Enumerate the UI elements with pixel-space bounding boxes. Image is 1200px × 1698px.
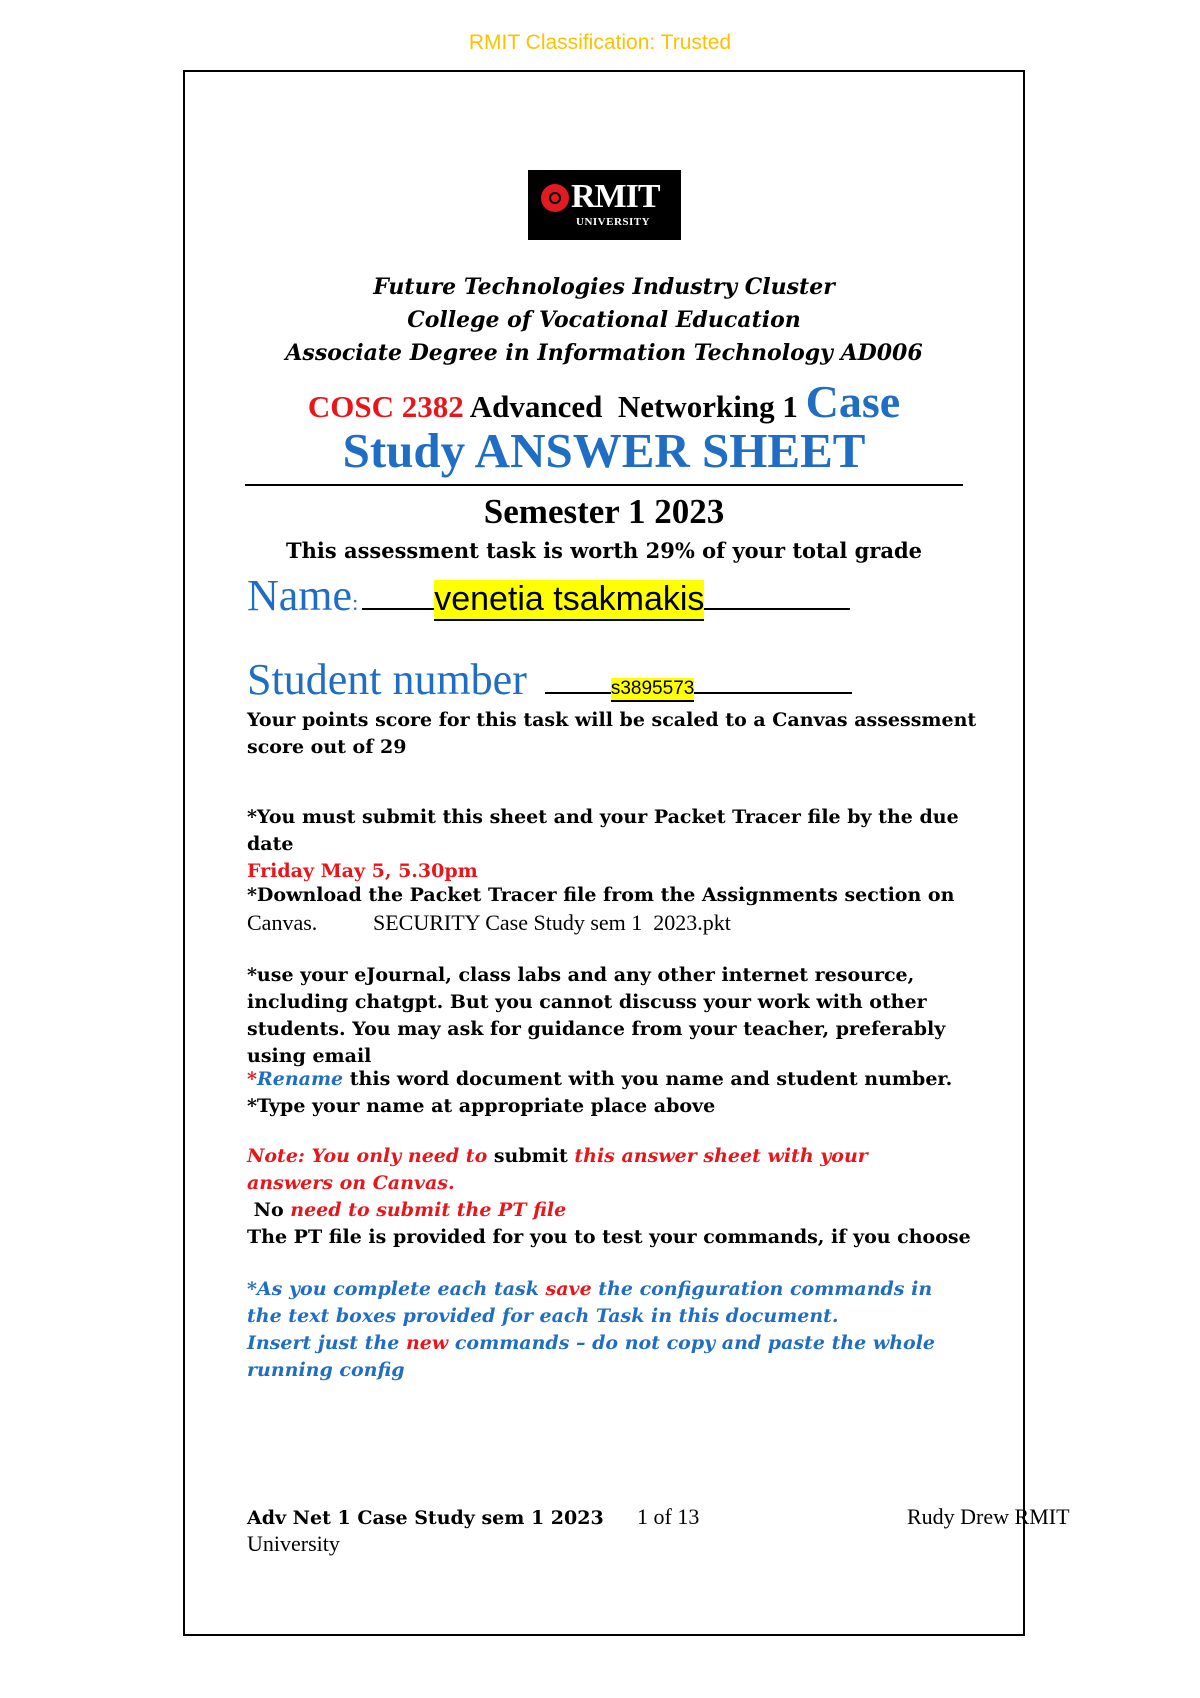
classification-label: RMIT Classification: Trusted <box>468 31 732 54</box>
type-name-instruction: *Type your name at appropriate place above <box>247 1095 716 1117</box>
course-name: Advanced Networking 1 <box>463 389 806 424</box>
insert-part-c: commands – do not copy and paste the whole running config <box>247 1332 936 1381</box>
download-text: *Download the Packet Tracer file from the Assignments section on <box>247 884 955 906</box>
document-title-line1 <box>183 375 1025 428</box>
name-label: Name <box>247 571 353 620</box>
footer-author: Rudy Drew RMIT <box>907 1504 1070 1529</box>
insert-part-a: Insert just the <box>247 1332 406 1354</box>
semester-heading: Semester 1 2023 <box>483 492 725 531</box>
note-paragraph <box>247 1143 947 1197</box>
note-part-c: this answer sheet with your answers on Canvas. <box>247 1145 868 1194</box>
save-part-a: *As you complete each task <box>247 1278 546 1300</box>
title-case-word: Case <box>805 376 901 427</box>
student-number-label: Student number <box>247 655 527 704</box>
rename-rest: this word document with you name and student number. <box>343 1068 953 1090</box>
college-heading: College of Vocational Education <box>407 307 801 333</box>
student-number-value[interactable]: s3895573 <box>611 678 694 702</box>
scaled-score-note: Your points score for this task will be scaled to a Canvas assessment score out of 29 <box>247 709 977 758</box>
name-field-row <box>247 570 850 621</box>
no-pt-part-a: No <box>247 1199 291 1221</box>
rmit-seal-icon <box>541 184 569 212</box>
degree-heading: Associate Degree in Information Technology AD006 <box>285 340 923 366</box>
footer-page-number: 1 of 13 <box>637 1504 700 1529</box>
due-date: Friday May 5, 5.30pm <box>247 860 478 882</box>
document-title-line2: Study ANSWER SHEET <box>342 423 866 478</box>
name-colon: : <box>352 590 359 615</box>
logo-subtitle: UNIVERSITY <box>576 216 651 228</box>
name-underline-right <box>704 608 850 610</box>
title-divider <box>245 484 963 486</box>
packet-tracer-filename: SECURITY Case Study sem 1 2023.pkt <box>373 910 731 935</box>
canvas-label: Canvas. <box>247 910 318 935</box>
rename-instruction <box>247 1066 977 1120</box>
save-part-c: the configuration commands in the text boxes provided for each Task in this document. <box>247 1278 933 1327</box>
insert-part-b: new <box>405 1332 449 1354</box>
no-pt-part-b: need to submit the PT file <box>290 1199 567 1221</box>
insert-commands-note <box>247 1330 947 1384</box>
rename-word: Rename <box>256 1068 344 1090</box>
submit-instruction <box>247 804 977 885</box>
note-part-b: submit <box>487 1145 575 1167</box>
save-part-b: save <box>545 1278 592 1300</box>
note-part-a: Note: You only need to <box>247 1145 488 1167</box>
save-commands-note <box>247 1276 947 1330</box>
name-value[interactable]: venetia tsakmakis <box>434 580 704 621</box>
cluster-heading: Future Technologies Industry Cluster <box>373 274 835 300</box>
submit-text: *You must submit this sheet and your Packet Tracer file by the due date <box>247 806 959 855</box>
footer-course: Adv Net 1 Case Study sem 1 2023 <box>247 1507 604 1529</box>
student-number-underline-left <box>545 692 611 694</box>
student-number-row <box>247 654 852 705</box>
download-instruction <box>247 882 977 938</box>
page-footer <box>247 1504 1070 1557</box>
pt-file-provided-note: The PT file is provided for you to test your commands, if you choose <box>247 1226 971 1248</box>
logo-wordmark: RMIT <box>571 178 660 215</box>
resources-instruction: *use your eJournal, class labs and any other internet resource, including chatgpt. But you cannot discuss your work with other students. You may ask for guidance from your teacher, preferably using email <box>247 964 946 1067</box>
rename-star: * <box>247 1068 257 1090</box>
no-pt-file-note <box>247 1197 977 1224</box>
footer-author-continued: University <box>247 1531 340 1556</box>
student-number-underline-right <box>694 692 852 694</box>
rmit-logo <box>528 170 681 240</box>
name-underline-left <box>362 608 434 610</box>
course-code: COSC 2382 <box>307 389 464 424</box>
assessment-weight: This assessment task is worth 29% of your total grade <box>285 538 923 563</box>
